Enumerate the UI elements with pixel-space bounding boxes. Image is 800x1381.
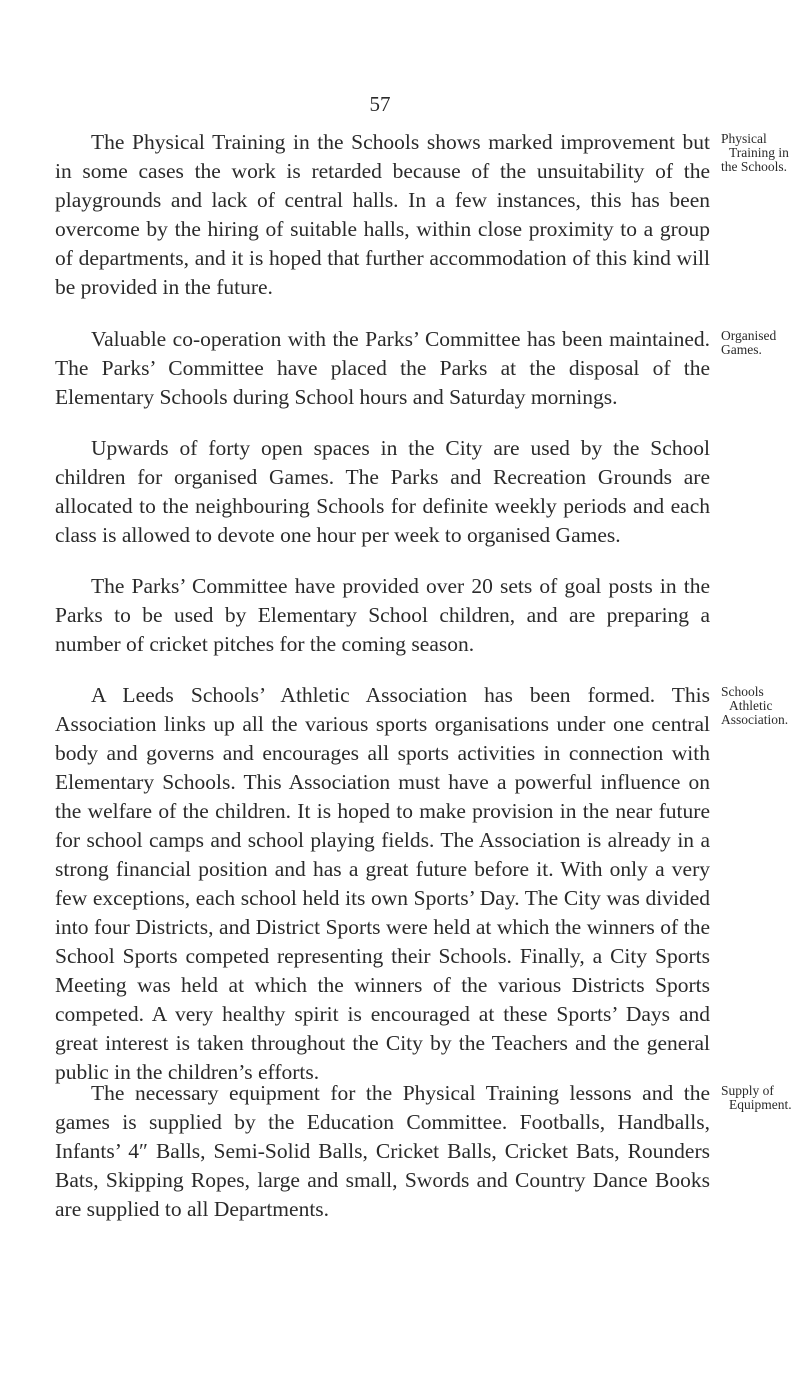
margin-note-line: Athletic bbox=[729, 698, 773, 713]
margin-note-line: Training in bbox=[729, 145, 789, 160]
margin-note-organised-games bbox=[721, 329, 800, 357]
margin-note-line: the Schools. bbox=[721, 159, 787, 174]
margin-note-physical-training bbox=[721, 132, 800, 174]
margin-note-supply-equipment bbox=[721, 1084, 800, 1112]
margin-note-athletic-association bbox=[721, 685, 800, 727]
margin-note-line: Schools bbox=[721, 684, 764, 699]
paragraph-parks-cooperation: Valuable co-operation with the Parks’ Committee has been maintained. The Parks’ Committee have placed the Parks at the disposal of the Elementary Schools during School hours and Saturday mornings. bbox=[55, 327, 710, 409]
margin-note-line: Association. bbox=[721, 712, 789, 727]
paragraph-physical-training: The Physical Training in the Schools shows marked improvement but in some cases the work is retarded because of the unsuitability of the playgrounds and lack of central halls. In a few instances, this has been overcome by the hiring of suitable halls, within close proximity to a group of departments, and it is hoped that further accommodation of this kind will be provided in the future. bbox=[55, 130, 710, 299]
margin-note-line: Games. bbox=[721, 342, 762, 357]
paragraph-goal-posts: The Parks’ Committee have provided over 20 sets of goal posts in the Parks to be used by Elementary School children, and are preparing a number of cricket pitches for the coming season. bbox=[55, 574, 710, 656]
margin-note-line: Supply of bbox=[721, 1083, 774, 1098]
paragraph-athletic-association: A Leeds Schools’ Athletic Association has been formed. This Association links up all the various sports organisations under one central body and governs and encourages all sports activities in connection with Elementary Schools. This Association must have a powerful influence on the welfare of the children. It is hoped to make provision in the near future for school camps and school playing fields. The Association is already in a strong financial position and has a great future before it. With only a very few exceptions, each school held its own Sports’ Day. The City was divided into four Districts, and District Sports were held at which the winners of the School Sports competed representing their Schools. Finally, a City Sports Meeting was held at which the winners of the various Districts Sports competed. A very healthy spirit is encouraged at these Sports’ Days and great interest is taken throughout the City by the Teachers and the general public in the children’s efforts. bbox=[55, 683, 710, 1084]
page-number: 57 bbox=[369, 92, 391, 116]
paragraph-open-spaces: Upwards of forty open spaces in the City are used by the School children for organised Games. The Parks and Recreation Grounds are allocated to the neighbouring Schools for definite weekly periods and each class is allowed to devote one hour per week to organised Games. bbox=[55, 436, 710, 547]
paragraph-equipment: The necessary equipment for the Physical Training lessons and the games is supplied by the Education Committee. Footballs, Handballs, Infants’ 4″ Balls, Semi-Solid Balls, Cricket Balls, Cricket Bats, Rounders Bats, Skipping Ropes, large and small, Swords and Country Dance Books are supplied to all Departments. bbox=[55, 1081, 710, 1221]
margin-note-line: Equipment. bbox=[729, 1097, 792, 1112]
margin-note-line: Physical bbox=[721, 131, 767, 146]
margin-note-line: Organised bbox=[721, 328, 777, 343]
